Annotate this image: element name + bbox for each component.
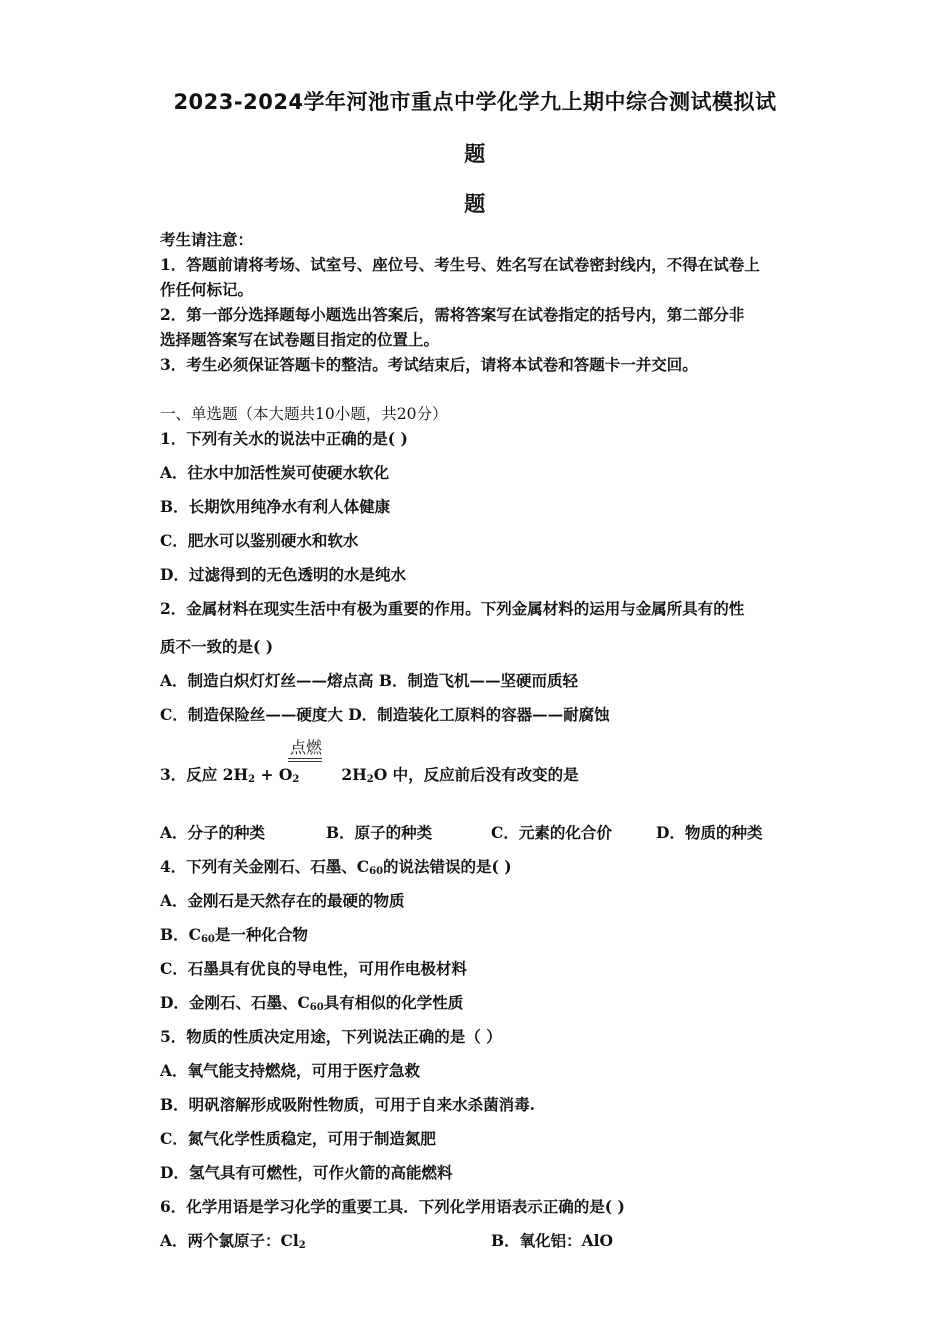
q1-option-d: D．过滤得到的无色透明的水是纯水: [160, 565, 406, 584]
q3-option-a: A．分子的种类: [160, 823, 266, 842]
q4-option-d: D．金刚石、石墨、$C_{60}$具有相似的化学性质: [160, 993, 464, 1013]
notice-line-4: 选择题答案写在试卷题目指定的位置上。: [160, 330, 440, 349]
q2-stem-line1: 2．金属材料在现实生活中有极为重要的作用。下列金属材料的运用与金属所具有的性: [160, 599, 745, 618]
notice-line-2: 作任何标记。: [160, 280, 254, 299]
section-heading: 一、单选题（本大题共10小题，共20分）: [160, 405, 448, 423]
q3-eq-bar-top: [288, 758, 322, 759]
notice-line-3: 2．第一部分选择题每小题选出答案后，需将答案写在试卷指定的括号内，第二部分非: [160, 305, 745, 324]
notice-line-1: 1．答题前请将考场、试室号、座位号、考生号、姓名写在试卷密封线内，不得在试卷上: [160, 255, 760, 274]
q2-options-row2: C．制造保险丝——硬度大 D．制造装化工原料的容器——耐腐蚀: [160, 705, 610, 724]
q1-option-c: C．肥水可以鉴别硬水和软水: [160, 531, 359, 550]
page-title-line2: 题: [464, 142, 486, 166]
q5-option-c: C．氮气化学性质稳定，可用于制造氮肥: [160, 1129, 436, 1148]
q3-stem: 3．反应 $2H_2 + O_2$ $2H_2O$ 中，反应前后没有改变的是: [160, 765, 579, 785]
q4-option-b: B．$C_{60}$是一种化合物: [160, 925, 308, 945]
q6-option-a: A．两个氯原子：$Cl_2$: [160, 1231, 306, 1251]
notice-line-5: 3．考生必须保证答题卡的整洁。考试结束后，请将本试卷和答题卡一并交回。: [160, 355, 698, 374]
q5-option-a: A．氧气能支持燃烧，可用于医疗急救: [160, 1061, 421, 1080]
q1-option-b: B．长期饮用纯净水有利人体健康: [160, 497, 391, 516]
q5-option-d: D．氢气具有可燃性，可作火箭的高能燃料: [160, 1163, 453, 1182]
q1-option-a: A．往水中加活性炭可使硬水软化: [160, 463, 390, 482]
q4-option-c: C．石墨具有优良的导电性，可用作电极材料: [160, 959, 467, 978]
q2-options-row1: A．制造白炽灯灯丝——熔点高 B．制造飞机——坚硬而质轻: [160, 671, 579, 690]
q3-option-d: D．物质的种类: [656, 823, 763, 842]
q5-stem: 5．物质的性质决定用途，下列说法正确的是（ ）: [160, 1027, 502, 1046]
q3-option-c: C．元素的化合价: [491, 823, 612, 842]
q5-option-b: B．明矾溶解形成吸附性物质，可用于自来水杀菌消毒.: [160, 1095, 535, 1114]
page-title-line1: 2023-2024学年河池市重点中学化学九上期中综合测试模拟试: [173, 90, 777, 114]
q6-option-b: B．氧化铝：AlO: [491, 1231, 614, 1250]
q6-stem: 6．化学用语是学习化学的重要工具．下列化学用语表示正确的是( ): [160, 1197, 625, 1216]
q1-stem: 1．下列有关水的说法中正确的是( ): [160, 429, 408, 448]
q4-option-a: A．金刚石是天然存在的最硬的物质: [160, 891, 405, 910]
q3-condition: 点燃: [289, 738, 322, 757]
notice-heading: 考生请注意：: [160, 230, 254, 249]
q3-option-b: B．原子的种类: [326, 823, 433, 842]
page-title-line3: 题: [464, 192, 486, 216]
q4-stem: 4．下列有关金刚石、石墨、$C_{60}$的说法错误的是( ): [160, 857, 512, 877]
q2-stem-line2: 质不一致的是( ): [160, 637, 274, 656]
q3-eq-bar-bottom: [288, 761, 322, 762]
